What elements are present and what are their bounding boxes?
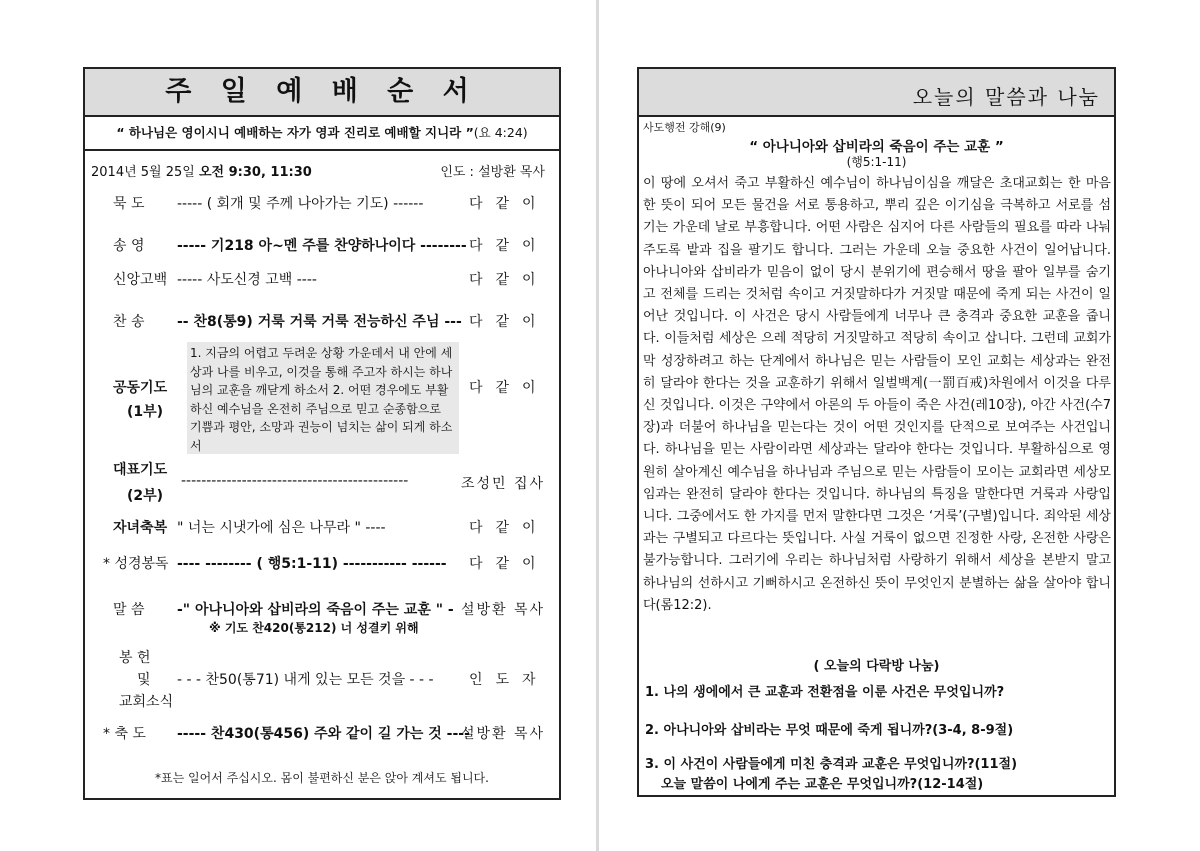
series-label: 사도행전 강해(9) (643, 121, 726, 134)
service-date: 2014년 5월 25일 오전 9:30, 11:30 (91, 165, 312, 180)
service-leader: 인도 : 설방환 목사 (440, 165, 545, 180)
page-fold (596, 0, 599, 851)
sermon-page (637, 67, 1116, 797)
question-2: 2. 아나니아와 삽비라는 무엇 때문에 죽게 됩니까?(3-4, 8-9절) (645, 723, 1014, 738)
discussion-title: ( 오늘의 다락방 나눔) (813, 659, 940, 674)
sermon-body: 이 땅에 오셔서 죽고 부활하신 예수님이 하나님이심을 깨달은 초대교회는 한 마음 한 뜻이 되어 모든 물건을 서로 통용하고, 뿌리 깊은 이기심을 극복하고 서로를 섬기는 가운데 날로 부흥합니다. 어떤 사람은 심지어 다른 사람들의 필요를 따라 나눠주도록 밭과 집을 팔기도 합니다. 그러는 가운데 오늘 중요한 사건이 일어납니다. 아나니아와 삽비라가 믿음이 없이 당시 분위기에 편승해서 땅을 팔아 일부를 숨기고 전체를 드리는 것처럼 속이고 거짓말하다가 거짓말 때문에 죽게 되는 사건이 일어난 것입니다. 이 사건은 당시 사람들에게 너무나 큰 충격과 중요한 교훈을 줍니다. 이들처럼 세상은 으레 적당히 거짓말하고 적당히 속이고 삽니다. 그런데 교회가 막 성장하려고 하는 단계에서 하나님은 믿는 사람들이 모인 교회는 세상과는 완전히 달라야 한다는 것을 교훈하기 위해서 일벌백계(一罰百戒)차원에서 이것을 다루신 것입니다. 이것은 구약에서 아론의 두 아들이 죽은 사건(레10장), 아간 사건(수7장)과 더불어 하나님을 믿는다는 것이 어떤 것인지를 단적으로 보여주는 사건입니다. 하나님을 믿는 사람이라면 세상과는 달라야 한다는 것입니다. 부활하심으로 영원히 살아계신 예수님을 하나님과 주님으로 믿는 사람들이 모이는 교회라면 세상모임과는 완전히 달라야 한다는 것입니다. 하나님의 특징을 말한다면 거룩과 사랑입니다. 그중에서도 한 가지를 먼저 말한다면 그것은 ‘거룩’(구별)입니다. 죄악된 세상과는 구별되고 다르다는 뜻입니다. 사실 거룩이 없으면 진정한 사랑, 온전한 사랑은 불가능합니다. 그러기에 우리는 하나님처럼 사랑하기 위해서 세상을 본받지 말고 하나님의 선하시고 기뻐하시고 온전하신 뜻이 무엇인지 분별하는 삶을 살아야 합니다(롬12:2). (643, 176, 1111, 613)
question-3: 3. 이 사건이 사람들에게 미친 충격과 교훈은 무엇입니까?(11절) (645, 757, 1018, 772)
footer-note: *표는 일어서 주십시오. 몸이 불편하신 분은 앉아 계셔도 됩니다. (155, 771, 489, 785)
page-title: 오늘의 말씀과 나눔 (912, 85, 1100, 109)
page-title-box (639, 69, 1114, 117)
worship-order-page: 주 일 예 배 순 서 “ 하나님은 영이시니 예배하는 자가 영과 진리로 예배할 지니라 ”(요 4:24) 2014년 5월 25일 오전 9:30, 11:30 인도 : 설방환 목사 묵 도 ----- ( 회개 및 주께 나아가는 기도) ------ 다같이 송 영 ----- 기218 아~멘 주를 찬양하나이다 -------- 다같이 신앙고백 ----- 사도신경 고백 ---- 다같이 찬 송 -- 찬8(통9) 거룩 거룩 거룩 전능하신 주님 --- 다같이 공동기도 다같이 (1부) 1. 지금의 어렵고 두려운 상황 가운데서 내 안에 세상과 나를 비우고, 이것을 통해 주고자 하시는 하나님의 교훈을 깨닫게 하소서 2. 어떤 경우에도 부활하신 예수님을 온전히 주님으로 믿고 순종함으로 기쁨과 평안, 소망과 권능이 넘치는 삶이 되게 하소서 대표기도 --------------------------------------------- 조성민 집사 (2부) 자녀축복 " 너는 시냇가에 심은 나무라 " ---- 다같이 * 성경봉독 ---- -------- ( 행5:1-11) ----------- ------ 다같이 말 씀 -" 아나니아와 삽비라의 죽음이 주는 교훈 " - 설방환 목사 ※ 기도 찬420(통212) 너 성결키 위해 봉 헌 및 - - - 찬50(통71) 내게 있는 모든 것을 - - - 인도자 교회소식 * 축 도 ----- 찬430(통456) 주와 같이 길 가는 것 ---- 설방환 목사 *표는 일어서 주십시오. 몸이 불편하신 분은 앉아 계셔도 됩니다. (83, 67, 561, 800)
prayer-box: 1. 지금의 어렵고 두려운 상황 가운데서 내 안에 세상과 나를 비우고, 이것을 통해 주고자 하시는 하나님의 교훈을 깨닫게 하소서 2. 어떤 경우에도 부활하신 예수님을 온전히 주님으로 믿고 순종함으로 기쁨과 평안, 소망과 권능이 넘치는 삶이 되게 하소서 (187, 342, 459, 454)
theme-verse: “ 하나님은 영이시니 예배하는 자가 영과 진리로 예배할 지니라 ”(요 4:24) (85, 117, 559, 151)
sermon-title: “ 아나니아와 삽비라의 죽음이 주는 교훈 ” (749, 139, 1004, 155)
question-3b: 오늘 말씀이 나에게 주는 교훈은 무엇입니까?(12-14절) (661, 777, 984, 792)
page-title: 주 일 예 배 순 서 (85, 69, 559, 117)
scripture-ref: (행5:1-11) (846, 155, 907, 169)
question-1: 1. 나의 생에에서 큰 교훈과 전환점을 이룬 사건은 무엇입니까? (645, 685, 1005, 700)
